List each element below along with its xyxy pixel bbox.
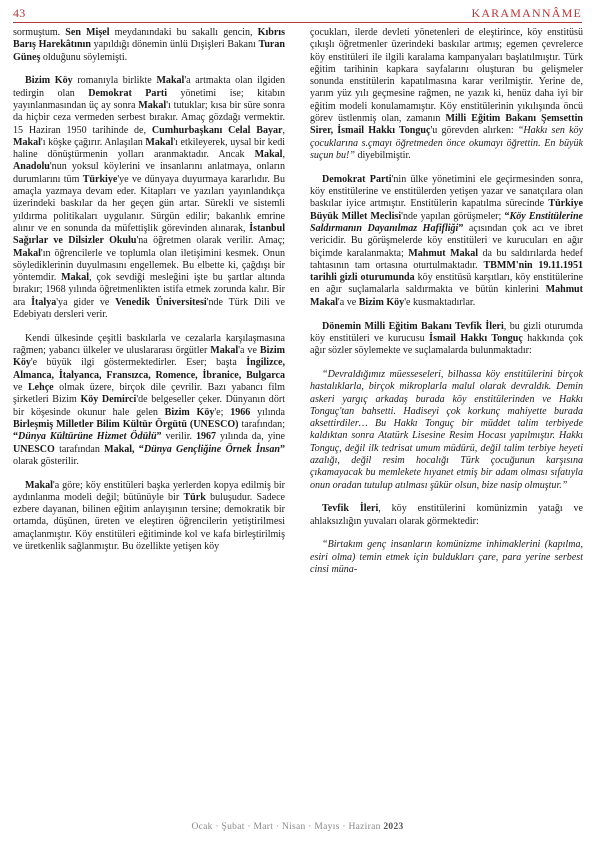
emphasis-run: UNESCO: [13, 443, 55, 455]
emphasis-run: Venedik Üniversitesi: [115, 296, 207, 308]
emphasis-run: Demokrat Parti: [322, 173, 392, 185]
paragraph: Kendi ülkesinde çeşitli baskılarla ve cezalarla karşılaşmasına rağmen; yabancı ülkeler ve uluslararası örgütler Makal'a ve Bizim Köy'e büyük ilgi göstermektedirler. Eser; başta İngilizce, Almanca, İtalyanca, Fransızca, Romence, İbranice, Bulgarca ve Lehçe olmak üzere, birçok dile çevrilir. Bazı yabancı film şirketleri Bizim Köy Demirci'de belgeseller çeker. Dünyanın dört bir köşesinde okunur hale gelen Bizim Köy'e; 1966 yılında Birleşmiş Milletler Bilim Kültür Örgütü (UNESCO) tarafından; “Dünya Kültürüne Hizmet Ödülü” verilir. 1967 yılında da, yine UNESCO tarafından Makal, “Dünya Gençliğine Örnek İnsan” olarak gösterilir.: [13, 332, 285, 467]
paragraph: Bizim Köy romanıyla birlikte Makal'a artmakta olan ilgiden tedirgin olan Demokrat Parti yönetimi ise; kitabın yayınlanmasından üç ay sonra Makal'ı tutuklar; kısa bir süre sonra da hiçbir ceza vermeden serbest bırakır. Amaç gözdağı vermektir. 15 Haziran 1950 tarihinde de, Cumhurbaşkanı Celal Bayar, Makal'ı köşke çağırır. Anlaşılan Makal'ı etkileyerek, uysal bir kedi haline dönüştürmenin yolları aranmaktadır. Ancak Makal, Anadolu'nun yoksul köylerini ve insanlarını anlatmaya, onların durumlarını tüm Türkiye'ye ve dünyaya duyurmaya kararlıdır. Bu amaçla yazmaya devam eder. Kitapları ve yazıları yayınlandıkça üzerindeki baskılar da her geçen gün artar. Sürekli ve sistemli yıldırma politikaları uygulanır. Sürgün edilir; bakanlık emrine alınır ve en sonunda da müfettişlik görevinden alınarak, İstanbul Sağırlar ve Dilsizler Okulu'na öğretmen olarak verilir. Amaç; Makal'ın öğrencilerle ve toplumla olan iletişimini kesmek. Onun söylediklerinin duyulmasını engellemek. Bu elbette ki, çağdışı bir yöntemdir. Makal, çok sevdiği mesleğini işte bu şartlar altında bırakır; 1968 yılında öğretmenlikten istifa etmek zorunda kalır. Bir ara İtalya'ya gider ve Venedik Üniversitesi'nde Türk Dili ve Edebiyatı dersleri verir.: [13, 75, 286, 321]
emphasis-run: Makal: [13, 136, 41, 148]
emphasis-run: ”: [279, 443, 285, 455]
emphasis-run: Bizim Köy: [164, 406, 215, 418]
paragraph: çocukları, ilerde devleti yönetenleri de eleştirince, köy enstitüsü çıkışlı öğretmenler üzerindeki baskılar artmış; egemen çevrelerce köy enstitüleri ile ilgili karalama kampanyaları başlatılmıştır. Türk eğitim tarihinin kapkara sayfalarını oluşturan bu gelişmeler sonunda enstitülerin kapatılmasına karar verilmiştir. Yerine de, yarım yüz yılı geçmesine rağmen, ne yazık ki, henüz daha iyi bir eğitim modeli konulamamıştır. Köy enstitülerinin yıkılışında öncü görev üstlenmiş olan, zamanın Milli Eğitim Bakanı Şemsettin Sirer, İsmail Hakkı Tonguç'u görevden alırken: “Hakkı sen köy çocuklarına s.çmayı öğretmeden önce okumayı öğrettin. En büyük suçun bu!” diyebilmiştir.: [310, 27, 584, 161]
emphasis-run: 1967: [195, 431, 217, 443]
emphasis-run: Türkiye: [82, 173, 118, 185]
paragraph: Tevfik İleri, köy enstitülerini komünizmin yatağı ve ahlaksızlığın yuvaları olarak görmektedir:: [310, 503, 583, 527]
emphasis-run: İstanbul Sağırlar ve Dilsizler Okulu: [13, 222, 285, 247]
emphasis-run: Dünya Kültürüne Hizmet Ödülü: [18, 431, 157, 443]
emphasis-run: Makal: [138, 99, 167, 111]
emphasis-run: Köy Enstitülerine Saldırmanın Dayanılmaz Hafifliği: [310, 210, 583, 234]
emphasis-run: Birleşmiş Milletler Bilim Kültür Örgütü (UNESCO): [13, 418, 239, 430]
paragraph: Makal'a göre; köy enstitüleri başka yerlerden kopya edilmiş bir aydınlanma modeli değil; bütünüyle bir Türk buluşudur. Sadece ezbere dayanan, bilinen eğitim anlayışının tersine; demokratik bir ortamda, düşünen, üreten ve eleştiren öğrencilerin yetiştirilmesi amaçlanmıştır. Köy enstitüleri eğitiminde kol ve kafa birleştirilmiş ve üretkenlik sağlanmıştır. Bu özellikte yetişen köy: [13, 479, 285, 553]
emphasis-run: Makal: [145, 136, 174, 148]
emphasis-run: Mahmut Makal: [310, 284, 583, 308]
emphasis-run: İsmail Hakkı Tonguç: [429, 332, 523, 344]
paragraph: Dönemin Milli Eğitim Bakanı Tevfik İleri, bu gizli oturumda köy enstitüleri ve kurucusu İsmail Hakkı Tonguç hakkında çok ağır sözler söylemekte ve suçlamalarda bulunmaktadır:: [310, 320, 583, 357]
emphasis-run: 1966: [230, 406, 251, 418]
emphasis-run: TBMM'nin 19.11.1951 tarihli gizli oturumunda: [310, 259, 584, 284]
emphasis-run: Bizim Köy: [13, 345, 285, 369]
emphasis-run: “: [504, 210, 510, 222]
header-rule: [13, 22, 582, 23]
paragraph: sormuştum. Sen Mişel meydanındaki bu sakallı gencin, Kıbrıs Barış Harekâtının yapıldığı dönemin ünlü Dışişleri Bakanı Turan Güneş olduğunu söylemişti.: [13, 27, 285, 63]
emphasis-run: Dönemin Milli Eğitim Bakanı Tevfik İleri: [322, 320, 504, 332]
paragraph: Demokrat Parti'nin ülke yönetimini ele geçirmesinden sonra, köy enstitülerine ve enstitülerden yetişen yazar ve sanatçılara olan baskılar iyice artmıştır. Enstitülerin kapatılma sürecinde Türkiye Büyük Millet Meclisi'nde yapılan görüşmeler; “Köy Enstitülerine Saldırmanın Dayanılmaz Hafifliği” açısından çok acı ve ibret vericidir. Bu görüşmelerde köy enstitüleri ve kurucuları en ağır biçimde karalanmakta; Mahmut Makal da bu saldırılarda hedef tahtasının tam ortasına oturtulmaktadır. TBMM'nin 19.11.1951 tarihli gizli oturumunda köy enstitüsü karşıtları, köy enstitülerine en ağır suçlamalarla saldırmakta ve bütün kinlerini Mahmut Makal'a ve Bizim Köy'e kusmaktadırlar.: [310, 173, 584, 308]
emphasis-run: Anadolu: [13, 161, 50, 173]
page-footer: [0, 822, 595, 832]
emphasis-run: Milli Eğitim Bakanı Şemsettin Sirer, İsmail Hakkı Tonguç: [310, 113, 583, 137]
emphasis-run: Bizim Köy: [358, 296, 405, 308]
emphasis-run: Makal: [61, 272, 90, 284]
emphasis-run: Tevfik İleri: [322, 503, 379, 515]
quote-block: “Birtakım genç insanların komünizme inhimaklerini (kapılma, esiri olma) temin etmek için buldukları çare, para yerine serbest cinsi müna-: [310, 539, 583, 576]
emphasis-run: Cumhurbaşkanı Celal Bayar: [151, 124, 283, 136]
emphasis-run: İtalya: [31, 296, 57, 308]
emphasis-run: Köy Demirci: [80, 394, 137, 406]
emphasis-run: Bizim Köy: [25, 75, 73, 87]
emphasis-run: Sen Mişel: [65, 27, 110, 38]
magazine-title: KARAMANNÂME: [471, 6, 582, 20]
emphasis-run: Türk: [183, 491, 206, 503]
emphasis-run: Dünya Gençliğine Örnek İnsan: [143, 443, 280, 455]
page-number: 43: [13, 6, 26, 20]
emphasis-run: Turan Güneş: [13, 39, 285, 63]
emphasis-run: Lehçe: [27, 382, 54, 394]
emphasis-run: Makal: [254, 149, 283, 161]
emphasis-run: Makal, “: [104, 443, 144, 455]
emphasis-run: ”: [156, 431, 162, 443]
emphasis-run: İngilizce, Almanca, İtalyanca, Fransızca, Romence, İbranice, Bulgarca: [13, 357, 285, 381]
emphasis-run: Makal: [156, 75, 185, 87]
quote-block: “Devraldığımız müesseseleri, bilhassa köy enstitülerini birçok hastalıklarla, birçok mikroplarla malul olarak devraldık. Demin askeri yargıç arkadaş burada köy enstitülerinden ve Hakkı Tonguç'tan bahsetti. Hadiseyi çok korkunç mahiyette burada aksettirdiler… Bu Hakkı Tonguç bir müddet talim terbiyede kaldıktan sonra Atatürk Lisesine Resim Hocası yapılmıştır. Hakkı Tonguç, değil ilk tedrisat umum müdürü, değil talim terbiye heyeti azalığı, değil resim hocalığı Türk çocuğunun karşısına çıkamayacak bu memlekete hıyanet etmiş bir adam olması sıfatıyla onun oradan tutulup atılması şükür olsun, bize nasip olmuştur.”: [310, 368, 583, 491]
emphasis-run: Türkiye Büyük Millet Meclisi: [310, 198, 583, 222]
emphasis-run: “Hakkı sen köy çocuklarına s.çmayı öğretmeden önce okumayı öğrettin. En büyük suçun bu!”: [310, 125, 584, 161]
footer-year: 2023: [383, 822, 404, 832]
emphasis-run: ”: [458, 222, 464, 234]
left-column: [13, 27, 285, 553]
footer-months: Ocak · Şubat · Mart · Nisan · Mayıs · Haziran: [191, 822, 381, 832]
emphasis-run: Mahmut Makal: [408, 247, 479, 259]
emphasis-run: Makal: [13, 247, 41, 259]
emphasis-run: “: [13, 431, 19, 443]
emphasis-run: Makal: [210, 345, 239, 357]
emphasis-run: Makal: [25, 479, 53, 491]
emphasis-run: Kıbrıs Barış Harekâtının: [13, 27, 285, 51]
right-column: [310, 27, 583, 576]
page-header: [13, 3, 582, 21]
emphasis-run: Demokrat Parti: [88, 87, 168, 99]
